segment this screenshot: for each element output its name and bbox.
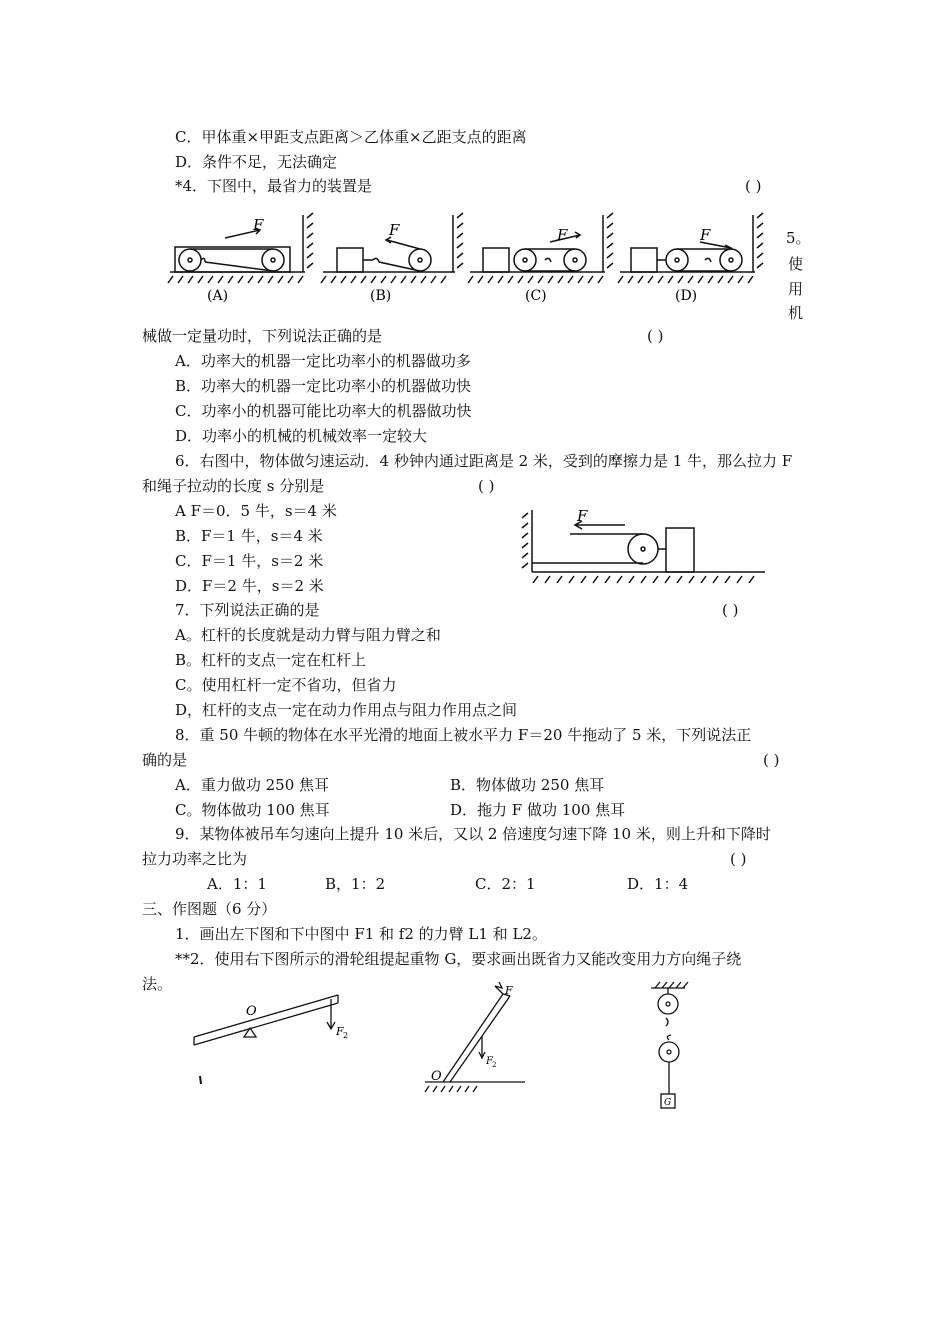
q5-side-char-3: 机 — [788, 304, 804, 322]
q7-option-a: A。杠杆的长度就是动力臂与阻力臂之和 — [175, 626, 441, 644]
q5-side-char-2: 用 — [788, 280, 804, 298]
q9-stem-line2: 拉力功率之比为 — [142, 850, 248, 868]
q4-answer-bracket: ( ) — [745, 177, 762, 195]
q6-option-a: A F＝0．5 牛，s＝4 米 — [175, 502, 337, 520]
q4-fig-a — [168, 213, 313, 283]
q5-side-char-1: 使 — [788, 255, 804, 273]
q8-option-a: A．重力做功 250 焦耳 — [175, 776, 329, 794]
q8-stem-line2: 确的是 — [142, 751, 188, 769]
section3-item1: 1．画出左下图和下中图中 F1 和 f2 的力臂 L1 和 L2。 — [175, 925, 547, 943]
q4-fig-a-label: (A) — [207, 288, 229, 304]
q6-option-b: B．F＝1 牛，s＝4 米 — [175, 527, 323, 545]
q5-option-a: A．功率大的机器一定比功率小的机器做功多 — [175, 352, 471, 370]
pulley-system-weight-label: G — [664, 1098, 672, 1108]
q8-stem-line1: 8．重 50 牛顿的物体在水平光滑的地面上被水平力 F＝20 牛拖动了 5 米，下列说法正 — [175, 726, 752, 744]
q7-option-d: D，杠杆的支点一定在动力作用点与阻力作用点之间 — [175, 701, 518, 719]
q7-option-b: B。杠杆的支点一定在杠杆上 — [175, 651, 367, 669]
q6-option-d: D．F＝2 牛，s＝2 米 — [175, 577, 324, 595]
q6-stem-line1: 6．右图中，物体做匀速运动．4 秒钟内通过距离是 2 米，受到的摩擦力是 1 牛，那么拉力 F — [175, 452, 793, 470]
q3-option-d: D．条件不足，无法确定 — [175, 153, 338, 171]
q6-figure-force-label: F — [577, 507, 588, 525]
section3-item2-line1: **2．使用右下图所示的滑轮组提起重物 G，要求画出既省力又能改变用力方向绳子绕 — [175, 950, 742, 968]
q4-fig-d — [618, 213, 763, 283]
q6-stem-line2: 和绳子拉动的长度 s 分别是 — [142, 477, 325, 495]
q8-option-d: D．拖力 F 做功 100 焦耳 — [450, 801, 626, 819]
q4-figure-pulley-set — [165, 210, 795, 310]
q9-option-a: A．1：1 — [207, 875, 267, 893]
q4-stem: *4．下图中，最省力的装置是 — [175, 177, 373, 195]
q5-option-d: D．功率小的机械的机械效率一定较大 — [175, 427, 428, 445]
lever-figure-left — [190, 990, 410, 1090]
q4-fig-c-force-label: F — [557, 226, 568, 244]
q8-option-c: C。物体做功 100 焦耳 — [175, 801, 330, 819]
q5-option-c: C．功率小的机器可能比功率大的机器做功快 — [175, 402, 472, 420]
q6-figure-pulley — [520, 505, 780, 585]
q3-option-c: C．甲体重×甲距支点距离＞乙体重×乙距支点的距离 — [175, 128, 527, 146]
q5-answer-bracket: ( ) — [647, 327, 664, 345]
q9-option-c: C．2：1 — [475, 875, 536, 893]
q9-answer-bracket: ( ) — [730, 850, 747, 868]
lever-middle-pivot-label: O — [431, 1069, 442, 1084]
lever-left-f2-subscript: 2 — [343, 1031, 349, 1040]
lever-middle-f2-subscript: 2 — [492, 1061, 497, 1069]
q9-option-d: D．1：4 — [627, 875, 689, 893]
q6-option-c: C．F＝1 牛，s＝2 米 — [175, 552, 324, 570]
pulley-system-figure-right — [645, 980, 695, 1115]
q6-answer-bracket: ( ) — [478, 477, 495, 495]
lever-left-pivot-label: O — [246, 1004, 257, 1019]
q9-stem-line1: 9．某物体被吊车匀速向上提升 10 米后，又以 2 倍速度匀速下降 10 米，则上升和下降时 — [175, 825, 771, 843]
q4-fig-c-label: (C) — [525, 288, 547, 304]
q7-stem: 7．下列说法正确的是 — [175, 601, 320, 619]
lever-left-f2-label: F — [336, 1025, 344, 1038]
lever-left-mark — [200, 1076, 201, 1084]
q4-fig-b-force-label: F — [389, 221, 400, 239]
lever-figure-middle — [415, 982, 545, 1102]
q4-fig-a-force-label: F — [253, 216, 264, 234]
q4-fig-b-label: (B) — [370, 288, 392, 304]
q7-answer-bracket: ( ) — [722, 601, 739, 619]
lever-middle-f-label: F — [505, 984, 513, 997]
q4-fig-d-force-label: F — [700, 226, 711, 244]
q4-fig-c — [468, 213, 613, 283]
q5-number-side: 5。 — [786, 229, 811, 247]
section3-title: 三、作图题（6 分） — [142, 900, 277, 918]
q4-fig-d-label: (D) — [675, 288, 698, 304]
q7-option-c: C。使用杠杆一定不省功，但省力 — [175, 676, 397, 694]
section3-item2-line2: 法。 — [142, 975, 173, 993]
q8-option-b: B．物体做功 250 焦耳 — [450, 776, 605, 794]
q5-option-b: B．功率大的机器一定比功率小的机器做功快 — [175, 377, 472, 395]
q9-option-b: B，1：2 — [325, 875, 386, 893]
q8-answer-bracket: ( ) — [763, 751, 780, 769]
q5-stem: 械做一定量功时，下列说法正确的是 — [142, 327, 383, 345]
lever-middle-f2-label: F — [486, 1056, 493, 1067]
